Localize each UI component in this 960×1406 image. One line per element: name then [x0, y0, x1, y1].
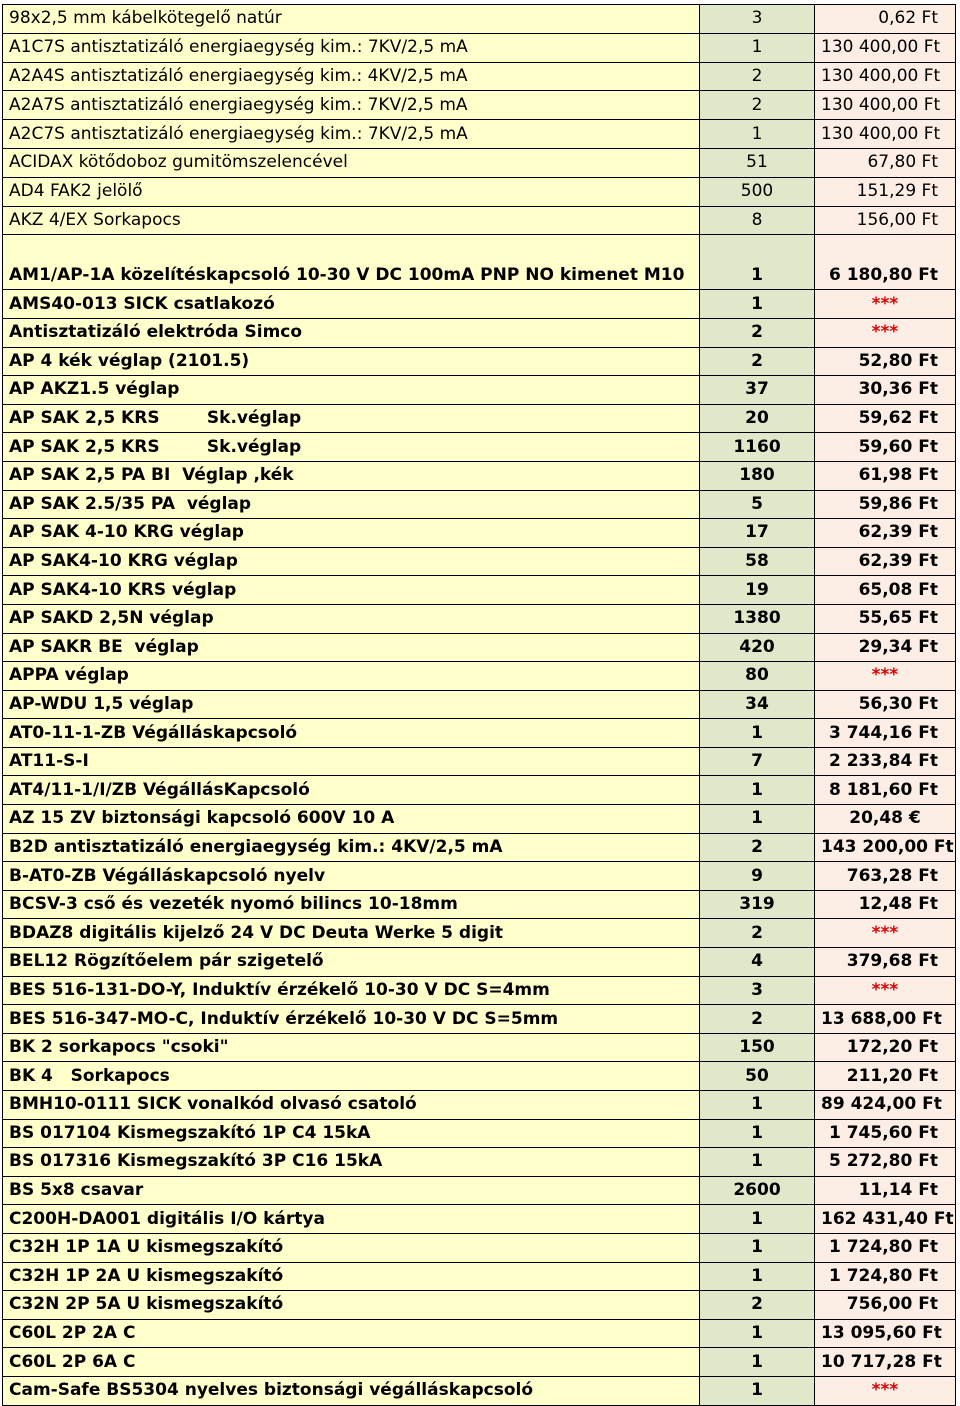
- quantity-cell: 19: [700, 576, 815, 605]
- item-name-cell: 98x2,5 mm kábelkötegelő natúr: [3, 5, 700, 34]
- quantity-cell: 3: [700, 5, 815, 34]
- unit-price-cell: 29,34 Ft: [815, 633, 956, 662]
- table-row: [3, 1348, 956, 1377]
- table-row: [3, 662, 956, 691]
- unit-price-cell: 6 180,80 Ft: [815, 235, 956, 290]
- unit-price-cell: ***: [815, 662, 956, 691]
- unit-price-cell: 61,98 Ft: [815, 461, 956, 490]
- item-name-cell: AKZ 4/EX Sorkapocs: [3, 206, 700, 235]
- item-name-cell: A2A4S antisztatizáló energiaegység kim.: 4KV/2,5 mA: [3, 62, 700, 91]
- price-list-body: [3, 5, 956, 1406]
- quantity-cell: 58: [700, 547, 815, 576]
- item-name-cell: AP SAK 2,5 KRS Sk.véglap: [3, 433, 700, 462]
- unit-price-cell: 756,00 Ft: [815, 1291, 956, 1320]
- item-name-cell: BK 4 Sorkapocs: [3, 1062, 700, 1091]
- table-row: [3, 1233, 956, 1262]
- unit-price-cell: 62,39 Ft: [815, 519, 956, 548]
- unit-price-cell: 130 400,00 Ft: [815, 33, 956, 62]
- unit-price-cell: ***: [815, 318, 956, 347]
- quantity-cell: 9: [700, 862, 815, 891]
- item-name-cell: AP AKZ1.5 véglap: [3, 376, 700, 405]
- quantity-cell: 1: [700, 1091, 815, 1120]
- item-name-cell: AP SAK4-10 KRS véglap: [3, 576, 700, 605]
- unit-price-cell: 156,00 Ft: [815, 206, 956, 235]
- item-name-cell: C60L 2P 2A C: [3, 1319, 700, 1348]
- table-row: [3, 1091, 956, 1120]
- unit-price-cell: ***: [815, 290, 956, 319]
- unit-price-cell: 8 181,60 Ft: [815, 776, 956, 805]
- table-row: [3, 490, 956, 519]
- quantity-cell: 500: [700, 177, 815, 206]
- quantity-cell: 319: [700, 890, 815, 919]
- item-name-cell: B2D antisztatizáló energiaegység kim.: 4KV/2,5 mA: [3, 833, 700, 862]
- table-row: [3, 1205, 956, 1234]
- table-row: [3, 5, 956, 34]
- unit-price-cell: 172,20 Ft: [815, 1033, 956, 1062]
- unit-price-cell: 55,65 Ft: [815, 604, 956, 633]
- item-name-cell: AP SAK 2.5/35 PA véglap: [3, 490, 700, 519]
- table-row: [3, 1376, 956, 1405]
- table-row: [3, 719, 956, 748]
- unit-price-cell: 52,80 Ft: [815, 347, 956, 376]
- item-name-cell: BEL12 Rögzítőelem pár szigetelő: [3, 948, 700, 977]
- unit-price-cell: 62,39 Ft: [815, 547, 956, 576]
- item-name-cell: BDAZ8 digitális kijelző 24 V DC Deuta Werke 5 digit: [3, 919, 700, 948]
- quantity-cell: 1: [700, 1233, 815, 1262]
- price-list-table: [2, 4, 956, 1406]
- table-row: [3, 1062, 956, 1091]
- item-name-cell: AMS40-013 SICK csatlakozó: [3, 290, 700, 319]
- quantity-cell: 80: [700, 662, 815, 691]
- table-row: [3, 461, 956, 490]
- unit-price-cell: 59,86 Ft: [815, 490, 956, 519]
- table-row: [3, 1033, 956, 1062]
- item-name-cell: AT4/11-1/I/ZB VégállásKapcsoló: [3, 776, 700, 805]
- unit-price-cell: 12,48 Ft: [815, 890, 956, 919]
- quantity-cell: 1: [700, 33, 815, 62]
- quantity-cell: 1: [700, 805, 815, 834]
- item-name-cell: BK 2 sorkapocs "csoki": [3, 1033, 700, 1062]
- item-name-cell: AP SAKD 2,5N véglap: [3, 604, 700, 633]
- table-row: [3, 347, 956, 376]
- quantity-cell: 20: [700, 404, 815, 433]
- quantity-cell: 2: [700, 919, 815, 948]
- unit-price-cell: 13 095,60 Ft: [815, 1319, 956, 1348]
- item-name-cell: ACIDAX kötődoboz gumitömszelencével: [3, 148, 700, 177]
- unit-price-cell: 162 431,40 Ft: [815, 1205, 956, 1234]
- item-name-cell: C32H 1P 1A U kismegszakító: [3, 1233, 700, 1262]
- table-row: [3, 1005, 956, 1034]
- quantity-cell: 1160: [700, 433, 815, 462]
- quantity-cell: 1: [700, 776, 815, 805]
- unit-price-cell: ***: [815, 976, 956, 1005]
- item-name-cell: B-AT0-ZB Végálláskapcsoló nyelv: [3, 862, 700, 891]
- item-name-cell: AT0-11-1-ZB Végálláskapcsoló: [3, 719, 700, 748]
- quantity-cell: 180: [700, 461, 815, 490]
- quantity-cell: 3: [700, 976, 815, 1005]
- item-name-cell: A2A7S antisztatizáló energiaegység kim.: 7KV/2,5 mA: [3, 91, 700, 120]
- item-name-cell: A1C7S antisztatizáló energiaegység kim.: 7KV/2,5 mA: [3, 33, 700, 62]
- quantity-cell: 2: [700, 62, 815, 91]
- unit-price-cell: 1 724,80 Ft: [815, 1233, 956, 1262]
- quantity-cell: 1: [700, 1319, 815, 1348]
- unit-price-cell: 89 424,00 Ft: [815, 1091, 956, 1120]
- item-name-cell: A2C7S antisztatizáló energiaegység kim.: 7KV/2,5 mA: [3, 120, 700, 149]
- item-name-cell: AP SAK 4-10 KRG véglap: [3, 519, 700, 548]
- table-row: [3, 376, 956, 405]
- quantity-cell: 51: [700, 148, 815, 177]
- unit-price-cell: 56,30 Ft: [815, 690, 956, 719]
- quantity-cell: 1: [700, 1262, 815, 1291]
- table-row: [3, 1176, 956, 1205]
- table-row: [3, 1262, 956, 1291]
- table-row: [3, 206, 956, 235]
- quantity-cell: 2: [700, 347, 815, 376]
- quantity-cell: 420: [700, 633, 815, 662]
- unit-price-cell: 20,48 €: [815, 805, 956, 834]
- table-row: [3, 1319, 956, 1348]
- table-row: [3, 833, 956, 862]
- item-name-cell: AD4 FAK2 jelölő: [3, 177, 700, 206]
- unit-price-cell: 5 272,80 Ft: [815, 1148, 956, 1177]
- table-row: [3, 433, 956, 462]
- unit-price-cell: 11,14 Ft: [815, 1176, 956, 1205]
- item-name-cell: BS 017316 Kismegszakító 3P C16 15kA: [3, 1148, 700, 1177]
- unit-price-cell: 379,68 Ft: [815, 948, 956, 977]
- unit-price-cell: ***: [815, 919, 956, 948]
- item-name-cell: BS 5x8 csavar: [3, 1176, 700, 1205]
- table-row: [3, 576, 956, 605]
- item-name-cell: C32N 2P 5A U kismegszakító: [3, 1291, 700, 1320]
- table-row: [3, 862, 956, 891]
- item-name-cell: C200H-DA001 digitális I/O kártya: [3, 1205, 700, 1234]
- quantity-cell: 1: [700, 1148, 815, 1177]
- table-row: [3, 604, 956, 633]
- table-row: [3, 948, 956, 977]
- unit-price-cell: 763,28 Ft: [815, 862, 956, 891]
- item-name-cell: AP SAK 2,5 KRS Sk.véglap: [3, 404, 700, 433]
- quantity-cell: 1: [700, 1348, 815, 1377]
- quantity-cell: 50: [700, 1062, 815, 1091]
- item-name-cell: AZ 15 ZV biztonsági kapcsoló 600V 10 A: [3, 805, 700, 834]
- table-row: [3, 690, 956, 719]
- unit-price-cell: 2 233,84 Ft: [815, 747, 956, 776]
- table-row: [3, 519, 956, 548]
- item-name-cell: AP 4 kék véglap (2101.5): [3, 347, 700, 376]
- unit-price-cell: 67,80 Ft: [815, 148, 956, 177]
- quantity-cell: 2600: [700, 1176, 815, 1205]
- unit-price-cell: 211,20 Ft: [815, 1062, 956, 1091]
- quantity-cell: 2: [700, 91, 815, 120]
- table-row: [3, 91, 956, 120]
- unit-price-cell: 59,62 Ft: [815, 404, 956, 433]
- item-name-cell: Cam-Safe BS5304 nyelves biztonsági végálláskapcsoló: [3, 1376, 700, 1405]
- unit-price-cell: 10 717,28 Ft: [815, 1348, 956, 1377]
- quantity-cell: 150: [700, 1033, 815, 1062]
- quantity-cell: 34: [700, 690, 815, 719]
- table-row: [3, 805, 956, 834]
- quantity-cell: 7: [700, 747, 815, 776]
- unit-price-cell: 151,29 Ft: [815, 177, 956, 206]
- quantity-cell: 2: [700, 833, 815, 862]
- unit-price-cell: 1 724,80 Ft: [815, 1262, 956, 1291]
- item-name-cell: BES 516-131-DO-Y, Induktív érzékelő 10-30 V DC S=4mm: [3, 976, 700, 1005]
- table-row: [3, 633, 956, 662]
- table-row: [3, 62, 956, 91]
- quantity-cell: 1: [700, 1119, 815, 1148]
- unit-price-cell: 1 745,60 Ft: [815, 1119, 956, 1148]
- quantity-cell: 1: [700, 235, 815, 290]
- item-name-cell: APPA véglap: [3, 662, 700, 691]
- unit-price-cell: 0,62 Ft: [815, 5, 956, 34]
- table-row: [3, 235, 956, 290]
- item-name-cell: AP-WDU 1,5 véglap: [3, 690, 700, 719]
- unit-price-cell: 30,36 Ft: [815, 376, 956, 405]
- quantity-cell: 1: [700, 1205, 815, 1234]
- table-row: [3, 290, 956, 319]
- quantity-cell: 1: [700, 1376, 815, 1405]
- item-name-cell: C32H 1P 2A U kismegszakító: [3, 1262, 700, 1291]
- unit-price-cell: 143 200,00 Ft: [815, 833, 956, 862]
- table-row: [3, 404, 956, 433]
- quantity-cell: 1: [700, 719, 815, 748]
- quantity-cell: 2: [700, 1005, 815, 1034]
- table-row: [3, 547, 956, 576]
- item-name-cell: AP SAK4-10 KRG véglap: [3, 547, 700, 576]
- table-row: [3, 1119, 956, 1148]
- quantity-cell: 2: [700, 318, 815, 347]
- item-name-cell: BCSV-3 cső és vezeték nyomó bilincs 10-18mm: [3, 890, 700, 919]
- item-name-cell: AT11-S-I: [3, 747, 700, 776]
- unit-price-cell: 13 688,00 Ft: [815, 1005, 956, 1034]
- table-row: [3, 33, 956, 62]
- quantity-cell: 1: [700, 120, 815, 149]
- quantity-cell: 17: [700, 519, 815, 548]
- item-name-cell: AP SAKR BE véglap: [3, 633, 700, 662]
- table-row: [3, 148, 956, 177]
- item-name-cell: Antisztatizáló elektróda Simco: [3, 318, 700, 347]
- unit-price-cell: 130 400,00 Ft: [815, 120, 956, 149]
- quantity-cell: 2: [700, 1291, 815, 1320]
- item-name-cell: BES 516-347-MO-C, Induktív érzékelő 10-30 V DC S=5mm: [3, 1005, 700, 1034]
- quantity-cell: 1: [700, 290, 815, 319]
- quantity-cell: 5: [700, 490, 815, 519]
- quantity-cell: 1380: [700, 604, 815, 633]
- unit-price-cell: ***: [815, 1376, 956, 1405]
- table-row: [3, 1291, 956, 1320]
- unit-price-cell: 130 400,00 Ft: [815, 62, 956, 91]
- table-row: [3, 120, 956, 149]
- table-row: [3, 890, 956, 919]
- unit-price-cell: 59,60 Ft: [815, 433, 956, 462]
- item-name-cell: AM1/AP-1A közelítéskapcsoló 10-30 V DC 100mA PNP NO kimenet M10: [3, 235, 700, 290]
- table-row: [3, 1148, 956, 1177]
- quantity-cell: 37: [700, 376, 815, 405]
- table-row: [3, 177, 956, 206]
- table-row: [3, 976, 956, 1005]
- unit-price-cell: 3 744,16 Ft: [815, 719, 956, 748]
- table-row: [3, 776, 956, 805]
- table-row: [3, 318, 956, 347]
- table-row: [3, 747, 956, 776]
- quantity-cell: 8: [700, 206, 815, 235]
- unit-price-cell: 130 400,00 Ft: [815, 91, 956, 120]
- table-row: [3, 919, 956, 948]
- item-name-cell: BMH10-0111 SICK vonalkód olvasó csatoló: [3, 1091, 700, 1120]
- item-name-cell: C60L 2P 6A C: [3, 1348, 700, 1377]
- item-name-cell: BS 017104 Kismegszakító 1P C4 15kA: [3, 1119, 700, 1148]
- item-name-cell: AP SAK 2,5 PA BI Véglap ,kék: [3, 461, 700, 490]
- unit-price-cell: 65,08 Ft: [815, 576, 956, 605]
- quantity-cell: 4: [700, 948, 815, 977]
